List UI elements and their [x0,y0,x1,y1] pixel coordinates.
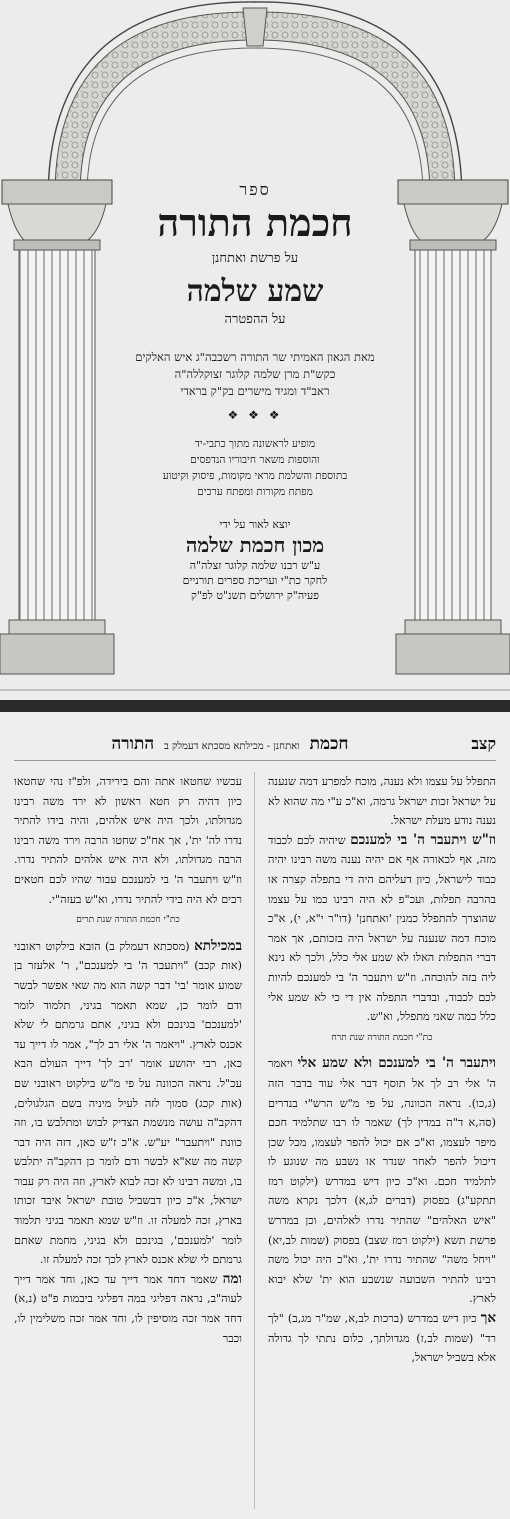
book-label: ספר [239,180,271,199]
running-title-word: התורה [111,734,155,754]
paragraph [14,937,242,1270]
paragraph [268,831,496,1027]
description-line: מפתח מקורות ומפתח ערכים [197,486,313,498]
running-title-section: ואתחנן - מכילתא מסכתא דעמלק ב [164,741,300,752]
published-by-label: יוצא לאור על ידי [219,518,291,531]
running-header [14,734,496,761]
paragraph [14,1270,242,1348]
paragraph-lead-words: וז"ש ויתעבר ה' בי למענכם [350,831,496,848]
running-title [14,734,446,754]
book-title: חכמת התורה [157,200,353,245]
second-title: שמע שלמה [186,274,324,309]
paragraph-lead-words: ויתעבר ה' בי למענכם ולא שמע אלי [297,1055,496,1072]
paragraph-text: כיון דיש במדרש (ברכות לב,א, שמ"ר מג,ב) "לך רד" (שמות לב,ז) מגדולתך, כלום נתתי לך גדולה אלא בשביל ישראל, [268,1312,496,1365]
paragraph-text: שאמר דחד אמר דייך עד כאן, וחד אמר דייך לעוה"ב, נראה דפליגי במה דפליגי ביבמות פ"ט (נ,א) דחד אמר זכה מוסיפין לו, וחד אמר זכה משלימין לו, וכבר [14,1272,242,1345]
text-page [0,712,510,1519]
paragraph [268,1054,496,1309]
description-line: והוספות משאר חיבוריו הנדפסים [190,454,320,466]
left-column [14,772,242,1509]
publisher-line: לחקר כת"י ועריכת ספרים תורניים [182,574,328,587]
paragraph-lead-words: במכילתא [194,937,242,954]
paragraph-text: עכשיו שחטאו אתה והם בירידה, ולפ"ז נהי שחטאו כיון דהיה רק חטא ראשון לא ירד משה רבינו מגדולתו, ולכך היה איש אלהים, והיה בידו להתיר נדרו לה' ית', אך אח"כ שחטו הרבה וירד משה רבינו הרבה מגדולתו, ולא היה איש אלהים להתיר נדרו. וז"ש ויתעבר ה' בי למענכם עבור שהיו לכם חטאים רבים לא היה בידי להתיר נדרו, וא"ש בעזה"י. [14,775,242,906]
page-number: קצב [471,734,496,753]
paragraph [268,1309,496,1368]
paragraph-text: שיהיה לכם לכבוד מזה, אף לכאורה אף אם יהיה נענה משה רבינו יהיה כבוד לישראל, כיון דעליהם היה די בתפלה קצרה או בהרבה תפלות, ועכ"פ לא היה רבינו כמו על עצמו שהוצרך להתפלל כמנין 'ואתחנן' (דו"ר י"א, י), א"כ מוכח דמה שנענה על ישראל היה בזכותם, אך אמר דברי התפלות האלו לא שמע אלי כלל, ולכך לא נינא ליה בזה להוכחה. וז"ש ויתעבר ה' בי למענכם להיות לכם לכבוד, ובדברי התפלה אין די כי לא שמע אלי כלל כמה שאני מתפלל, וא"ש. [268,833,496,1024]
publisher-line: פעיה"ק ירושלים תשנ"ט לפ"ק [190,589,320,602]
ornament-divider: ❖ ❖ ❖ [227,408,283,422]
author-line: מאת הגאון האמיתי שר התורה רשכבה"ג איש האלקים [135,350,375,364]
second-subtitle: על ההפטרה [224,312,286,327]
paragraph [268,772,496,831]
paragraph-lead-words: אך [480,1310,496,1327]
paragraph-text: התפלל על עצמו ולא נענה, מוכח למפרע דמה שנענה על ישראל זכות ישראל גרמה, וא"כ ע"י מה שהוא לא נענה נודע מעלת ישראל. [268,775,496,828]
title-block [100,180,410,603]
title-page [0,0,510,700]
publisher-name: מכון חכמת שלמה [185,533,325,557]
author-line: כקש"ת מרן שלמה קלוגר זצוקללה"ה [174,367,336,381]
description-line: בתוספת והשלמת מראי מקומות, פיסוק וקיטוע [162,470,348,482]
paragraph-text: (מסכתא דעמלק ב) הובא בילקוט ראובני (אות קכב) "ויתעבר ה' בי למענכם", ר' אלעזר בן שמוע אומר 'בי' דבר קשה הוא מה שאי אפשר לבשר ודם לומר כן, שמא תאמר בגיני, תלמוד לומר 'למענכם' בגינכם ולא בגיני, אתם גרמתם לי שלא אכנס לארץ. "ויאמר ה' אלי רב לך", אמר לו דייך עד כאן, רבי יהושע אומר 'רב לך' דייך העולם הבא עכ"ל. נראה הכוונה על פי מ"ש בילקוט ראובני שם (אות קכג) סמוך לזה לעיל מיניה בשם הגלגולים, דהקב"ה עושה מנשמת הצדיק לבוש ומתלבש בו, וזה כוונת "ויתעבר" יע"ש. א"כ ז"ש כאן, דזה היה דבר קשה מה שא"א לבשר ודם לומר כן דהקב"ה יתלבש בו, ומשה רבינו לא זכה לבוא לארץ, וזה היה רק עבור ישראל, א"כ כיון דבשביל טובת ישראל איבד זכותו בארץ, זכה למעלה זו. וז"ש שמא תאמר בגיני תלמוד לומר 'למענכם', בגינכם ולא בגיני, מחמת שאתם גרמתם לי שלא אכנס לארץ לכך זכה למעלה זו. [14,939,242,1267]
running-title-word: חכמת [309,734,349,754]
description-line: מופיע לראשונה מתוך כתבי-יד [194,438,316,450]
description-block [100,436,410,500]
right-column [268,772,496,1509]
paragraph [14,772,242,909]
paragraph-text: ויאמר ה' אלי רב לך אל תוסף דבר אלי עוד בדבר הזה (ג,כו). נראה הכוונה, על פי מ"ש הרש"י בנדרים (סה,א ד"ה במדין לך) שאמר לו רבו שתלמיד חכם מיפר לעצמו, וא"כ אם יכול להפר לעצמו, מכל שכן דיכול להפר לאחר שנדר או נשבע מה שנוגע לו לתלמיד חכם. וא"כ כיון דיש במדרש (ילקוט רמז תתקע"ג) בפסוק (דברים לג,א) דלכך נקרא משה "איש האלהים" שהתיר נדרו לאלהים, וכן במדרש פרשת תשא (ילקוט רמז שצב) בפסוק (שמות לב,יא) "ויחל משה" שהתיר נדרו ית', וא"כ היה יכול משה רבינו להתיר השבועה שנשבע הוא ית' שלא יבוא לארץ. [268,1057,496,1306]
author-line: ראב"ד ומגיד מישרים בק"ק בראדי [180,384,330,398]
book-subtitle: על פרשת ואתחנן [211,251,299,266]
source-signature: כת"י חכמת התורה שנת תרח [331,1032,433,1043]
column-divider [254,772,255,1509]
source-signature: כת"י חכמת התורה שנת תרים [76,915,180,926]
paragraph-lead-words: ומה [222,1270,242,1287]
publisher-line: ע"ש רבנו שלמה קלוגר זצלה"ה [189,559,321,572]
author-block [100,349,410,400]
